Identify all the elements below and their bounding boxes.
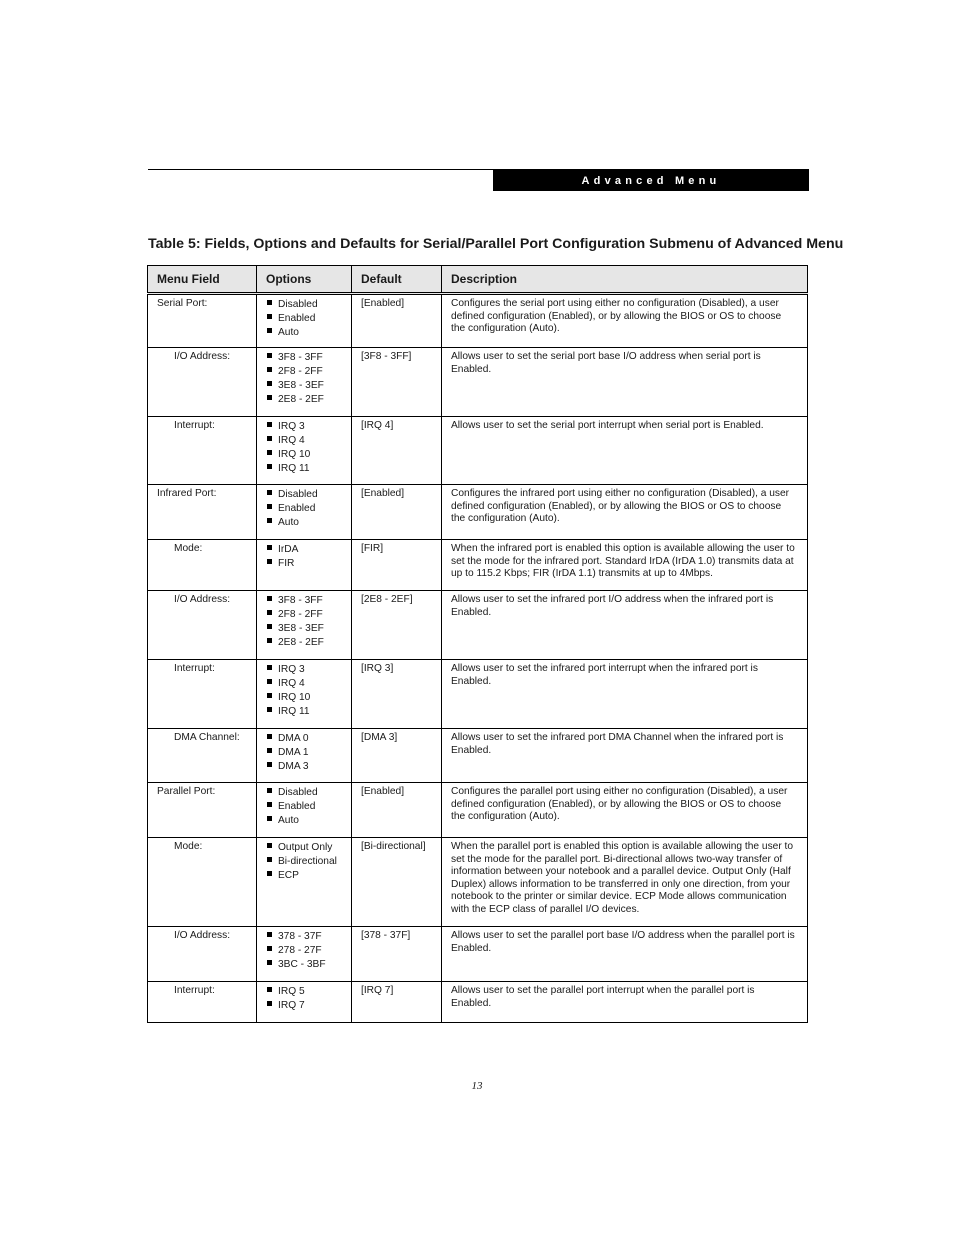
description-cell: Allows user to set the serial port interrupt when serial port is Enabled. xyxy=(442,417,808,485)
table-row xyxy=(148,294,808,348)
options-cell xyxy=(257,417,352,485)
default-cell: [Enabled] xyxy=(352,783,442,838)
table-row xyxy=(148,729,808,783)
default-cell: [DMA 3] xyxy=(352,729,442,783)
options-list xyxy=(266,543,345,571)
default-cell: [378 - 37F] xyxy=(352,927,442,982)
column-header-description: Description xyxy=(442,266,808,294)
option-item: IRQ 4 xyxy=(266,434,345,448)
menu-field-cell: Mode: xyxy=(148,540,257,591)
menu-field-cell: Serial Port: xyxy=(148,294,257,348)
option-item: Enabled xyxy=(266,312,345,326)
options-list xyxy=(266,930,345,972)
option-item: IRQ 5 xyxy=(266,985,345,999)
option-item: 2E8 - 2EF xyxy=(266,393,345,407)
options-cell xyxy=(257,591,352,660)
options-list xyxy=(266,594,345,650)
table-row xyxy=(148,927,808,982)
default-cell: [2E8 - 2EF] xyxy=(352,591,442,660)
option-item: Auto xyxy=(266,326,345,340)
page-number: 13 xyxy=(471,1080,483,1092)
options-list xyxy=(266,786,345,828)
description-cell: Allows user to set the serial port base I/O address when serial port is Enabled. xyxy=(442,348,808,417)
column-header-default: Default xyxy=(352,266,442,294)
default-cell: [Enabled] xyxy=(352,294,442,348)
default-cell: [FIR] xyxy=(352,540,442,591)
options-cell xyxy=(257,348,352,417)
menu-field-cell: Interrupt: xyxy=(148,660,257,729)
option-item: IRQ 7 xyxy=(266,999,345,1013)
option-item: DMA 1 xyxy=(266,746,345,760)
menu-field-cell: Parallel Port: xyxy=(148,783,257,838)
options-list xyxy=(266,732,345,774)
config-table xyxy=(147,265,808,1023)
menu-field-cell: I/O Address: xyxy=(148,348,257,417)
options-cell xyxy=(257,729,352,783)
table-row xyxy=(148,591,808,660)
option-item: Disabled xyxy=(266,786,345,800)
table-row xyxy=(148,540,808,591)
options-cell xyxy=(257,927,352,982)
options-list xyxy=(266,420,345,476)
options-list xyxy=(266,298,345,340)
options-cell xyxy=(257,982,352,1023)
default-cell: [Enabled] xyxy=(352,485,442,540)
description-cell: When the infrared port is enabled this option is available allowing the user to set the mode for the infrared port. Standard IrDA (IrDA 1.0) transmits data at up to 115.2 Kbps; FIR (IrDA 1.1) transmits at up to 4Mbps. xyxy=(442,540,808,591)
option-item: 2F8 - 2FF xyxy=(266,365,345,379)
description-cell: Allows user to set the parallel port base I/O address when the parallel port is Enabled. xyxy=(442,927,808,982)
option-item: IRQ 11 xyxy=(266,462,345,476)
options-cell xyxy=(257,838,352,927)
option-item: IRQ 3 xyxy=(266,663,345,677)
option-item: Auto xyxy=(266,814,345,828)
option-item: 2F8 - 2FF xyxy=(266,608,345,622)
table-title: Table 5: Fields, Options and Defaults for Serial/Parallel Port Configuration Submenu of Advanced Menu xyxy=(148,236,844,252)
default-cell: [IRQ 7] xyxy=(352,982,442,1023)
description-cell: Allows user to set the infrared port interrupt when the infrared port is Enabled. xyxy=(442,660,808,729)
default-cell: [3F8 - 3FF] xyxy=(352,348,442,417)
options-cell xyxy=(257,660,352,729)
menu-field-cell: Interrupt: xyxy=(148,417,257,485)
option-item: 378 - 37F xyxy=(266,930,345,944)
menu-field-cell: Interrupt: xyxy=(148,982,257,1023)
options-cell xyxy=(257,783,352,838)
option-item: 3BC - 3BF xyxy=(266,958,345,972)
menu-field-cell: DMA Channel: xyxy=(148,729,257,783)
option-item: 3F8 - 3FF xyxy=(266,594,345,608)
description-cell: Allows user to set the infrared port DMA Channel when the infrared port is Enabled. xyxy=(442,729,808,783)
menu-field-cell: Mode: xyxy=(148,838,257,927)
column-header-options: Options xyxy=(257,266,352,294)
table-row xyxy=(148,417,808,485)
default-cell: [IRQ 3] xyxy=(352,660,442,729)
table-row xyxy=(148,660,808,729)
table-row xyxy=(148,485,808,540)
option-item: 278 - 27F xyxy=(266,944,345,958)
option-item: IRQ 4 xyxy=(266,677,345,691)
column-header-menu-field: Menu Field xyxy=(148,266,257,294)
option-item: Disabled xyxy=(266,488,345,502)
menu-field-cell: Infrared Port: xyxy=(148,485,257,540)
table-body xyxy=(148,294,808,1023)
options-list xyxy=(266,985,345,1013)
option-item: IrDA xyxy=(266,543,345,557)
default-cell: [Bi-directional] xyxy=(352,838,442,927)
option-item: 3F8 - 3FF xyxy=(266,351,345,365)
option-item: IRQ 11 xyxy=(266,705,345,719)
section-label: Advanced Menu xyxy=(581,174,721,187)
description-cell: Allows user to set the parallel port interrupt when the parallel port is Enabled. xyxy=(442,982,808,1023)
option-item: Enabled xyxy=(266,502,345,516)
description-cell: Allows user to set the infrared port I/O address when the infrared port is Enabled. xyxy=(442,591,808,660)
table-row xyxy=(148,838,808,927)
table-row xyxy=(148,783,808,838)
option-item: Bi-directional xyxy=(266,855,345,869)
options-cell xyxy=(257,485,352,540)
table-row xyxy=(148,982,808,1023)
option-item: IRQ 10 xyxy=(266,691,345,705)
option-item: IRQ 3 xyxy=(266,420,345,434)
options-cell xyxy=(257,540,352,591)
options-list xyxy=(266,841,345,883)
options-list xyxy=(266,663,345,719)
option-item: Auto xyxy=(266,516,345,530)
description-cell: Configures the parallel port using either no configuration (Disabled), a user defined configuration (Enabled), or by allowing the BIOS or OS to choose the configuration (Auto). xyxy=(442,783,808,838)
section-header-bar xyxy=(493,170,809,191)
option-item: Enabled xyxy=(266,800,345,814)
options-list xyxy=(266,351,345,407)
menu-field-cell: I/O Address: xyxy=(148,927,257,982)
option-item: FIR xyxy=(266,557,345,571)
option-item: ECP xyxy=(266,869,345,883)
options-list xyxy=(266,488,345,530)
default-cell: [IRQ 4] xyxy=(352,417,442,485)
option-item: Output Only xyxy=(266,841,345,855)
table-row xyxy=(148,348,808,417)
option-item: 2E8 - 2EF xyxy=(266,636,345,650)
description-cell: When the parallel port is enabled this option is available allowing the user to set the mode for the parallel port. Bi-directional allows two-way transfer of information between your notebook and a parallel device. Output Only (Half Duplex) allows information to be transferred in only one direction, from your notebook to the printer or similar device. ECP Mode allows communication with the ECP class of parallel I/O devices. xyxy=(442,838,808,927)
table-header-row xyxy=(148,266,808,294)
option-item: DMA 3 xyxy=(266,760,345,774)
option-item: IRQ 10 xyxy=(266,448,345,462)
description-cell: Configures the serial port using either no configuration (Disabled), a user defined configuration (Enabled), or by allowing the BIOS or OS to choose the configuration (Auto). xyxy=(442,294,808,348)
menu-field-cell: I/O Address: xyxy=(148,591,257,660)
option-item: DMA 0 xyxy=(266,732,345,746)
option-item: 3E8 - 3EF xyxy=(266,379,345,393)
options-cell xyxy=(257,294,352,348)
option-item: 3E8 - 3EF xyxy=(266,622,345,636)
description-cell: Configures the infrared port using either no configuration (Disabled), a user defined configuration (Enabled), or by allowing the BIOS or OS to choose the configuration (Auto). xyxy=(442,485,808,540)
option-item: Disabled xyxy=(266,298,345,312)
